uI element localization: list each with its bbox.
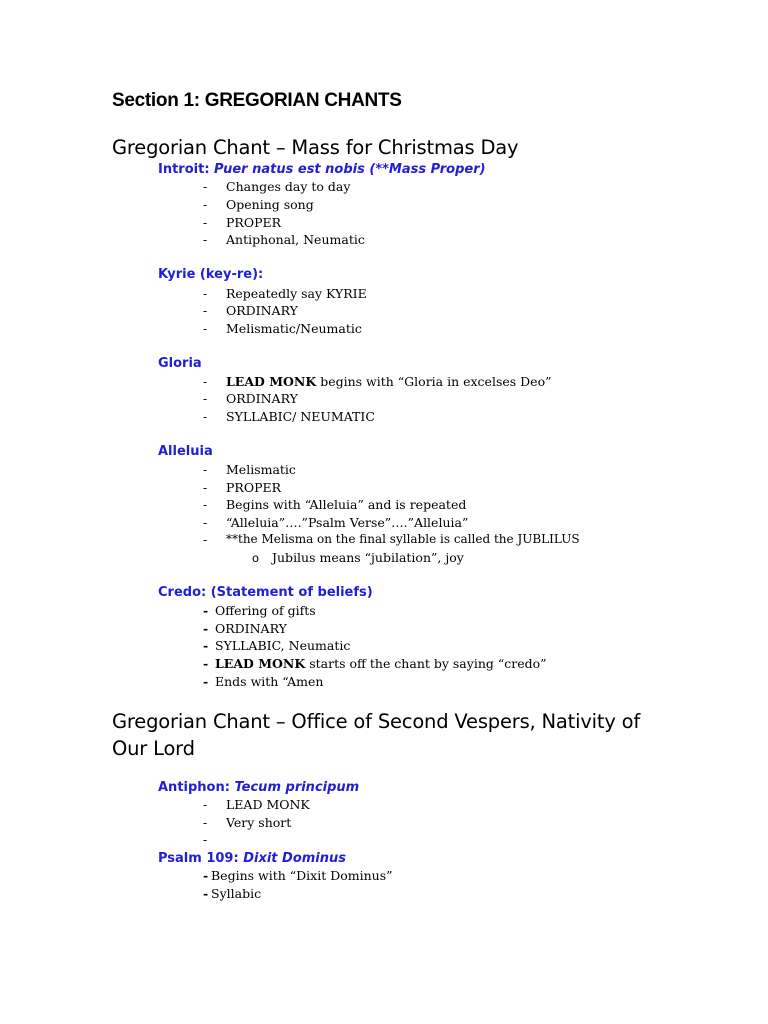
list-item: LEAD MONK xyxy=(226,797,310,812)
heading-second-vespers xyxy=(112,708,640,762)
list-item: Melismatic/Neumatic xyxy=(226,321,362,336)
list-item-text: starts off the chant by saying “credo” xyxy=(305,656,547,671)
list-item: Begins with “Alleluia” and is repeated xyxy=(226,497,467,512)
list-item xyxy=(226,374,552,389)
bullet-dash: - xyxy=(203,832,208,847)
list-item: PROPER xyxy=(226,480,282,495)
list-item: Changes day to day xyxy=(226,179,351,194)
introit-title: Puer natus est nobis (**Mass Proper) xyxy=(214,162,486,177)
list-item: Antiphonal, Neumatic xyxy=(226,232,365,247)
bullet-dash: - xyxy=(203,462,208,477)
bullet-dash: - xyxy=(203,215,208,230)
kyrie-heading: Kyrie (key-re): xyxy=(158,267,264,282)
list-item: Melismatic xyxy=(226,462,296,477)
lead-monk-bold: LEAD MONK xyxy=(226,374,317,389)
section-title: Section 1: GREGORIAN CHANTS xyxy=(112,90,402,111)
bullet-dash: - xyxy=(203,638,209,653)
gloria-heading: Gloria xyxy=(158,356,202,371)
list-item: Opening song xyxy=(226,197,314,212)
list-item: **the Melisma on the final syllable is called the JUBLILUS xyxy=(226,532,580,546)
bullet-dash: - xyxy=(203,515,208,530)
bullet-dash: - xyxy=(203,621,209,636)
bullet-dash: - xyxy=(203,391,208,406)
list-item: ORDINARY xyxy=(215,621,287,636)
bullet-dash: - xyxy=(203,797,208,812)
introit-label: Introit: xyxy=(158,162,215,177)
bullet-dash: - xyxy=(203,868,209,883)
bullet-dash: - xyxy=(203,497,208,512)
bullet-dash: - xyxy=(203,303,208,318)
psalm-title: Dixit Dominus xyxy=(243,851,347,866)
antiphon-label: Antiphon: xyxy=(158,780,235,795)
credo-heading: Credo: (Statement of beliefs) xyxy=(158,585,373,600)
list-item: PROPER xyxy=(226,215,282,230)
bullet-dash: - xyxy=(203,409,208,424)
bullet-dash: - xyxy=(203,232,208,247)
bullet-dash: - xyxy=(203,374,208,389)
introit-heading xyxy=(158,162,486,177)
list-item: ORDINARY xyxy=(226,391,298,406)
bullet-dash: - xyxy=(203,815,208,830)
list-item: Syllabic xyxy=(211,886,262,901)
bullet-dash: - xyxy=(203,532,208,547)
lead-monk-bold: LEAD MONK xyxy=(215,656,306,671)
bullet-dash: - xyxy=(203,286,208,301)
bullet-dash: - xyxy=(203,603,209,618)
bullet-dash: - xyxy=(203,886,209,901)
bullet-circle: o xyxy=(252,551,260,565)
bullet-dash: - xyxy=(203,656,209,671)
antiphon-title: Tecum principum xyxy=(234,780,360,795)
heading-line: Gregorian Chant – Office of Second Vespers, Nativity of xyxy=(112,710,641,733)
antiphon-heading xyxy=(158,780,359,795)
bullet-dash: - xyxy=(203,197,208,212)
list-item xyxy=(215,656,547,671)
bullet-dash: - xyxy=(203,179,208,194)
list-item: Very short xyxy=(226,815,292,830)
heading-line: Our Lord xyxy=(112,737,195,760)
list-item: SYLLABIC/ NEUMATIC xyxy=(226,409,375,424)
list-item: Repeatedly say KYRIE xyxy=(226,286,367,301)
list-item: Ends with “Amen xyxy=(215,674,324,689)
list-item: ORDINARY xyxy=(226,303,298,318)
psalm-label: Psalm 109: xyxy=(158,851,244,866)
list-subitem: Jubilus means “jubilation”, joy xyxy=(272,550,464,565)
list-item: “Alleluia”….”Psalm Verse”….”Alleluia” xyxy=(226,515,469,530)
list-item-text: begins with “Gloria in excelses Deo” xyxy=(316,374,552,389)
list-item: Begins with “Dixit Dominus” xyxy=(211,868,393,883)
psalm-heading xyxy=(158,851,346,866)
list-item: Offering of gifts xyxy=(215,603,316,618)
alleluia-heading: Alleluia xyxy=(158,444,213,459)
bullet-dash: - xyxy=(203,480,208,495)
bullet-dash: - xyxy=(203,674,209,689)
list-item: SYLLABIC, Neumatic xyxy=(215,638,351,653)
heading-mass-christmas-day: Gregorian Chant – Mass for Christmas Day xyxy=(112,136,519,159)
bullet-dash: - xyxy=(203,321,208,336)
